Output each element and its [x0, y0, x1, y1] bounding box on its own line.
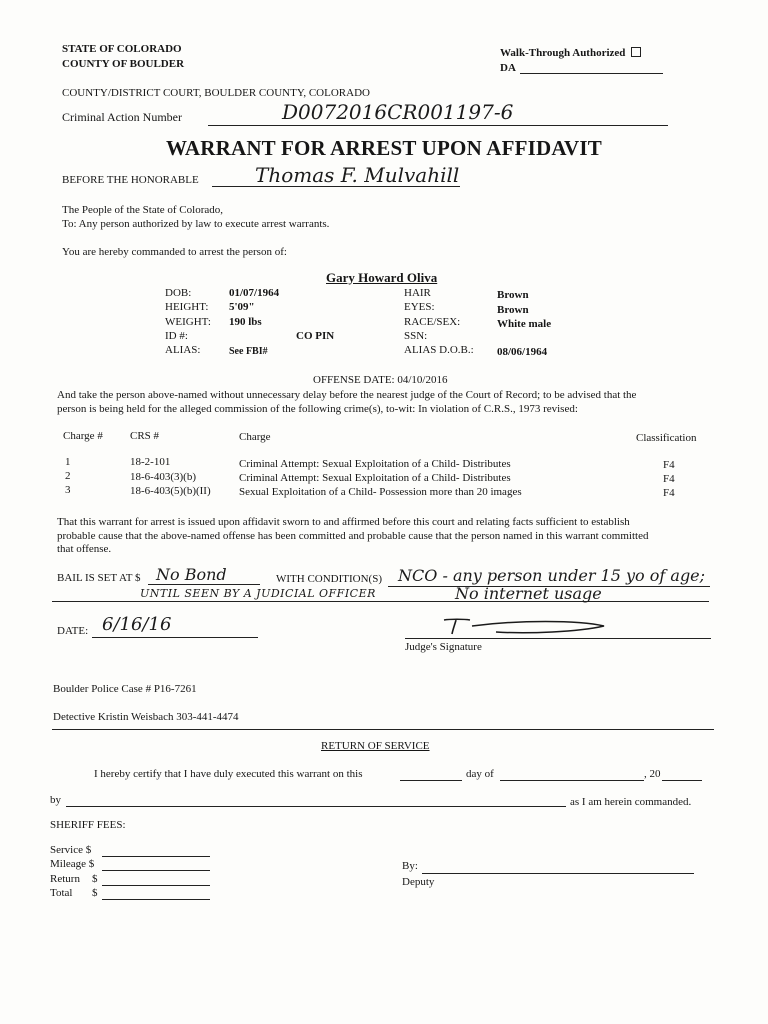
- charge-row-2-crs: 18-6-403(3)(b): [130, 471, 196, 483]
- certify-year-line: [662, 780, 702, 781]
- race-sex-value: White male: [497, 318, 552, 330]
- hair-value: Brown: [497, 289, 529, 301]
- classification-header: Classification: [636, 432, 697, 444]
- document-title: WARRANT FOR ARREST UPON AFFIDAVIT: [165, 136, 602, 160]
- judge-name-signature: Thomas F. Mulvahill: [255, 163, 460, 187]
- race-sex-label: RACE/SEX:: [404, 316, 461, 328]
- certify-day-line: [400, 780, 462, 781]
- authorized-line: To: Any person authorized by law to execute arrest warrants.: [62, 218, 330, 230]
- certify-month-line: [500, 780, 644, 781]
- ssn-label: SSN:: [404, 330, 428, 342]
- probable-cause-1: That this warrant for arrest is issued upon affidavit sworn to and affirmed before this court and relating facts sufficient to establish: [57, 516, 630, 528]
- offense-paragraph-1: And take the person above-named without unnecessary delay before the nearest judge of the Court of Record; to be advised that the: [57, 389, 637, 401]
- charge-row-2-class: F4: [663, 473, 675, 485]
- charge-header: Charge: [239, 431, 271, 443]
- charge-row-1-charge: Criminal Attempt: Sexual Exploitation of a Child- Distributes: [239, 458, 511, 470]
- mileage-fee-line: [102, 870, 210, 871]
- conditions-text-1: NCO - any person under 15 yo of age;: [398, 566, 706, 585]
- total-fee-label: Total: [50, 887, 73, 899]
- probable-cause-3: that offense.: [57, 543, 112, 555]
- judge-signature-mark: [408, 614, 628, 640]
- deputy-signature-line: [422, 873, 694, 874]
- id-value: CO PIN: [296, 330, 335, 342]
- judge-signature-label: Judge's Signature: [405, 641, 482, 653]
- date-line: [92, 637, 258, 638]
- conditions-label: WITH CONDITION(S): [276, 573, 383, 585]
- charge-num-header: Charge #: [63, 430, 103, 442]
- defendant-name: Gary Howard Oliva: [326, 270, 438, 285]
- date-value: 6/16/16: [102, 614, 172, 635]
- alias-dob-value: 08/06/1964: [497, 346, 548, 358]
- offense-paragraph-2: person is being held for the alleged commission of the following crime(s), to-wit: In violation of C.R.S., 1973 revised:: [57, 403, 578, 415]
- id-label: ID #:: [165, 330, 188, 342]
- bail-label: BAIL IS SET AT $: [57, 572, 141, 584]
- da-line: [520, 73, 663, 74]
- return-fee-dollar: $: [92, 873, 98, 885]
- height-value: 5'09": [229, 301, 255, 313]
- case-number-value: D0072016CR001197-6: [282, 100, 514, 124]
- case-number-line: [208, 125, 668, 126]
- court-label: COUNTY/DISTRICT COURT, BOULDER COUNTY, COLORADO: [62, 87, 370, 99]
- return-fee-label: Return: [50, 873, 80, 885]
- walkthrough-label: Walk-Through Authorized: [500, 47, 641, 60]
- sheriff-fees-label: SHERIFF FEES:: [50, 819, 126, 831]
- alias-dob-label: ALIAS D.O.B.:: [404, 344, 474, 356]
- walkthrough-checkbox[interactable]: [631, 47, 641, 57]
- service-fee-line: [102, 856, 210, 857]
- deputy-by-label: By:: [402, 860, 418, 872]
- da-label: DA: [500, 62, 516, 74]
- probable-cause-2: probable cause that the above-named offense has been committed and probable cause that the person named in this warrant committed: [57, 530, 649, 542]
- certify-text: I hereby certify that I have duly executed this warrant on this: [94, 768, 363, 780]
- dob-value: 01/07/1964: [229, 287, 280, 299]
- eyes-label: EYES:: [404, 301, 435, 313]
- conditions-text-3: No internet usage: [455, 584, 602, 603]
- hair-label: HAIR: [404, 287, 431, 299]
- charge-row-3-crs: 18-6-403(5)(b)(II): [130, 485, 211, 497]
- by-line: [66, 806, 566, 807]
- county-label: COUNTY OF BOULDER: [62, 58, 185, 70]
- bail-line: [148, 584, 260, 585]
- charge-row-3-class: F4: [663, 487, 675, 499]
- state-label: STATE OF COLORADO: [62, 43, 182, 55]
- date-label: DATE:: [57, 625, 89, 637]
- alias-value: See FBI#: [229, 346, 268, 357]
- certify-year-prefix: , 20: [644, 768, 661, 780]
- people-line: The People of the State of Colorado,: [62, 204, 223, 216]
- service-fee-label: Service $: [50, 844, 92, 856]
- case-number-label: Criminal Action Number: [62, 110, 182, 124]
- return-of-service-title: RETURN OF SERVICE: [321, 740, 430, 752]
- total-fee-line: [102, 899, 210, 900]
- honorable-label: BEFORE THE HONORABLE: [62, 174, 199, 186]
- charge-row-1-crs: 18-2-101: [130, 456, 171, 468]
- bail-amount: No Bond: [156, 565, 227, 584]
- charge-row-1-class: F4: [663, 459, 675, 471]
- return-fee-line: [102, 885, 210, 886]
- by-label: by: [50, 794, 61, 806]
- commanded-text: as I am herein commanded.: [570, 796, 692, 808]
- charge-row-2-charge: Criminal Attempt: Sexual Exploitation of a Child- Distributes: [239, 472, 511, 484]
- charge-row-3-charge: Sexual Exploitation of a Child- Possession more than 20 images: [239, 486, 522, 498]
- detective-info: Detective Kristin Weisbach 303-441-4474: [53, 711, 239, 723]
- dob-label: DOB:: [165, 287, 192, 299]
- charge-row-1-num: 1: [65, 456, 71, 468]
- weight-label: WEIGHT:: [165, 316, 211, 328]
- certify-day-of: day of: [466, 768, 494, 780]
- crs-header: CRS #: [130, 430, 160, 442]
- alias-label: ALIAS:: [165, 344, 201, 356]
- conditions-line-2: [52, 601, 709, 602]
- command-line: You are hereby commanded to arrest the person of:: [62, 246, 287, 258]
- mileage-fee-label: Mileage $: [50, 858, 95, 870]
- height-label: HEIGHT:: [165, 301, 209, 313]
- police-case: Boulder Police Case # P16-7261: [53, 683, 197, 695]
- charge-row-2-num: 2: [65, 470, 71, 482]
- charge-row-3-num: 3: [65, 484, 71, 496]
- total-fee-dollar: $: [92, 887, 98, 899]
- eyes-value: Brown: [497, 304, 529, 316]
- judge-signature-line: [405, 638, 711, 639]
- offense-date: OFFENSE DATE: 04/10/2016: [313, 374, 448, 386]
- section-divider: [52, 729, 714, 730]
- conditions-text-2: UNTIL SEEN BY A JUDICIAL OFFICER: [140, 587, 376, 600]
- weight-value: 190 lbs: [229, 316, 262, 328]
- deputy-label: Deputy: [402, 876, 435, 888]
